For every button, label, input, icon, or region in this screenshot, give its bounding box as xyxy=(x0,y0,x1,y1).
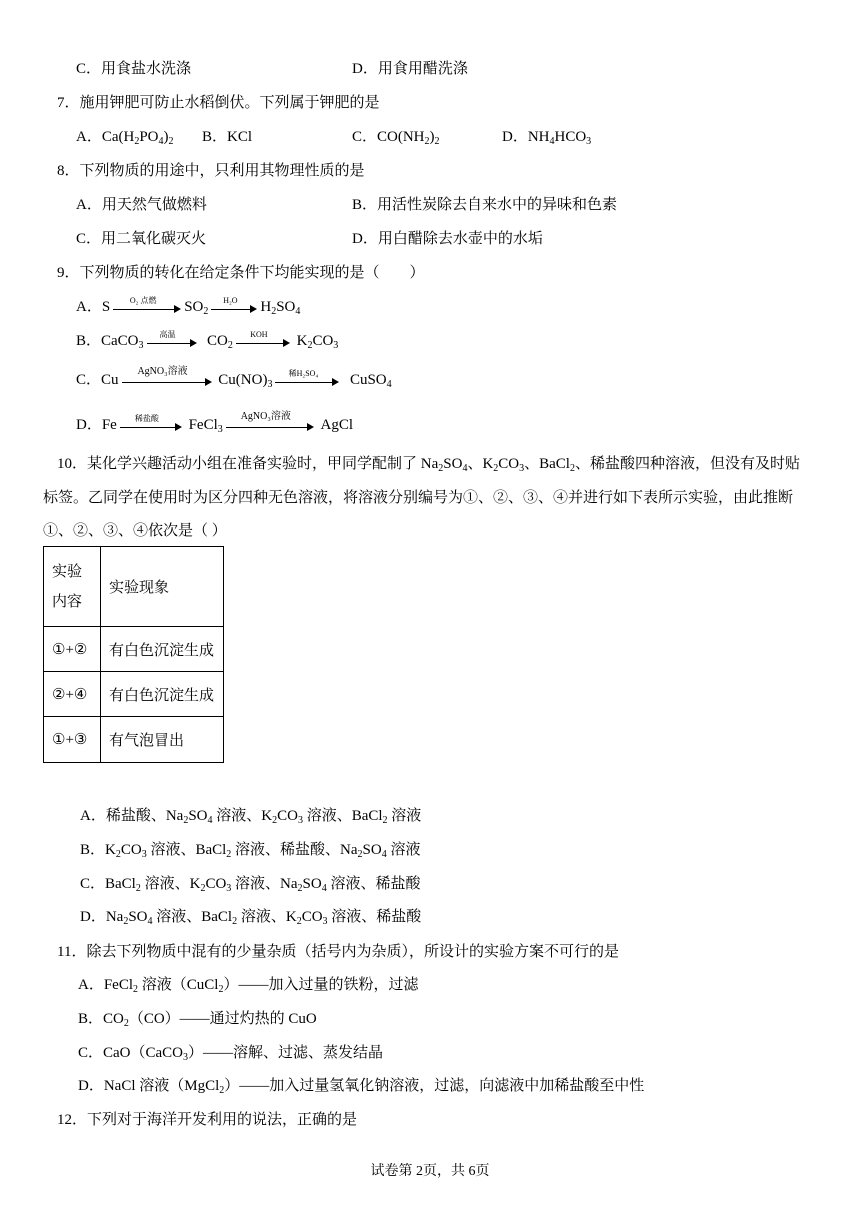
q10-option-d: D．$Na_2SO_4$ 溶液、BaCl$_2$ 溶液、$K_2CO_3$ 溶液、稀盐酸 xyxy=(80,909,422,927)
q6-option-c: C．用食盐水洗涤 xyxy=(76,61,192,77)
q9-option-d: D．Fe 稀盐酸 FeCl$_3$ AgNO₃溶液 AgCl xyxy=(76,410,354,435)
q9-option-b: B．CaCO$_3$ 高温 $CO_2$ KOH $K_2CO_3$ xyxy=(76,329,339,351)
reaction-arrow: AgNO₃溶液 xyxy=(226,416,314,436)
q10-stem-line2: 标签。乙同学在使用时为区分四种无色溶液，将溶液分别编号为①、②、③、④并进行如下表所示实验，由此推断 xyxy=(43,490,794,506)
q7-stem: 7．施用钾肥可防止水稻倒伏。下列属于钾肥的是 xyxy=(57,95,380,111)
q11-option-d: D．NaCl 溶液（MgCl$_2$）——加入过量氢氧化钠溶液，过滤，向滤液中加稀盐酸至中性 xyxy=(78,1078,645,1096)
q11-option-c: C．CaO（CaCO$_3$）——溶解、过滤、蒸发结晶 xyxy=(78,1045,384,1063)
reaction-arrow: KOH xyxy=(236,332,290,352)
reaction-arrow: 稀H₂SO₄ xyxy=(275,371,339,391)
q10-stem-line1: 10．某化学兴趣活动小组在准备实验时，甲同学配制了 $Na_2SO_4$、$K_2CO_3$、BaCl$_2$、稀盐酸四种溶液，但没有及时贴 xyxy=(57,456,800,474)
reaction-arrow: AgNO₃溶液 xyxy=(122,371,212,391)
q9-option-a: A．S O₂ 点燃 $SO_2$ H₂O $H_2SO_4$ xyxy=(76,295,301,317)
q8-stem: 8．下列物质的用途中，只利用其物理性质的是 xyxy=(57,163,365,179)
table-cell-content: ①+③ xyxy=(44,717,101,763)
q8-option-a: A．用天然气做燃料 xyxy=(76,197,207,213)
table-cell-phenomenon: 有气泡冒出 xyxy=(101,717,224,763)
q7-option-b: B．KCl xyxy=(202,129,253,145)
page-footer: 试卷第 2页，共 6页 xyxy=(370,1164,490,1179)
q7-option-d: D．$NH_4HCO_3$ xyxy=(502,129,592,147)
q11-option-b: B．$CO_2(CO)——$通过灼热的 CuO xyxy=(78,1011,317,1029)
table-cell-content: ②+④ xyxy=(44,672,101,717)
q8-option-b: B．用活性炭除去自来水中的异味和色素 xyxy=(352,197,618,213)
q8-option-d: D．用白醋除去水壶中的水垢 xyxy=(352,231,543,247)
q10-option-c: C．BaCl$_2$ 溶液、$K_2CO_3$ 溶液、$Na_2SO_4$ 溶液、稀盐酸 xyxy=(80,876,421,894)
table-header-content: 实验 内容 xyxy=(44,547,101,627)
table-cell-phenomenon: 有白色沉淀生成 xyxy=(101,672,224,717)
q10-stem-line3: ①、②、③、④依次是（ ） xyxy=(43,523,227,539)
q7-option-a: A．$Ca(H_2PO_4)_2$ xyxy=(76,129,174,147)
q10-option-b: B．$K_2CO_3$ 溶液、BaCl$_2$ 溶液、稀盐酸、$Na_2SO_4$ 溶液 xyxy=(80,842,421,860)
reaction-arrow: 稀盐酸 xyxy=(120,416,182,436)
table-header-row xyxy=(44,547,224,627)
q11-stem: 11．除去下列物质中混有的少量杂质（括号内为杂质），所设计的实验方案不可行的是 xyxy=(57,944,619,960)
reaction-arrow: O₂ 点燃 xyxy=(113,298,181,318)
table-cell-content: ①+② xyxy=(44,627,101,672)
q10-option-a: A．稀盐酸、$Na_2SO_4$ 溶液、$K_2CO_3$ 溶液、BaCl$_2$ 溶液 xyxy=(80,808,422,826)
table-row xyxy=(44,672,224,717)
reaction-arrow: H₂O xyxy=(211,298,257,318)
q8-option-c: C．用二氧化碳灭火 xyxy=(76,231,207,247)
table-row xyxy=(44,627,224,672)
table-cell-phenomenon: 有白色沉淀生成 xyxy=(101,627,224,672)
q6-option-d: D．用食用醋洗涤 xyxy=(352,61,468,77)
table-row xyxy=(44,717,224,763)
q7-option-c: C．$CO(NH_2)_2$ xyxy=(352,129,440,147)
q9-stem: 9．下列物质的转化在给定条件下均能实现的是（ ） xyxy=(57,265,425,281)
experiment-table xyxy=(43,546,224,763)
q9-option-c: C．Cu AgNO₃溶液 $Cu(NO)_3$ 稀H₂SO₄ CuSO$_4$ xyxy=(76,365,392,390)
q11-option-a: A．FeCl$_2$ 溶液（CuCl$_2$）——加入过量的铁粉，过滤 xyxy=(78,977,419,995)
table-header-phenomenon: 实验现象 xyxy=(101,547,224,627)
q12-stem: 12．下列对于海洋开发利用的说法，正确的是 xyxy=(57,1112,358,1128)
reaction-arrow: 高温 xyxy=(147,332,197,352)
